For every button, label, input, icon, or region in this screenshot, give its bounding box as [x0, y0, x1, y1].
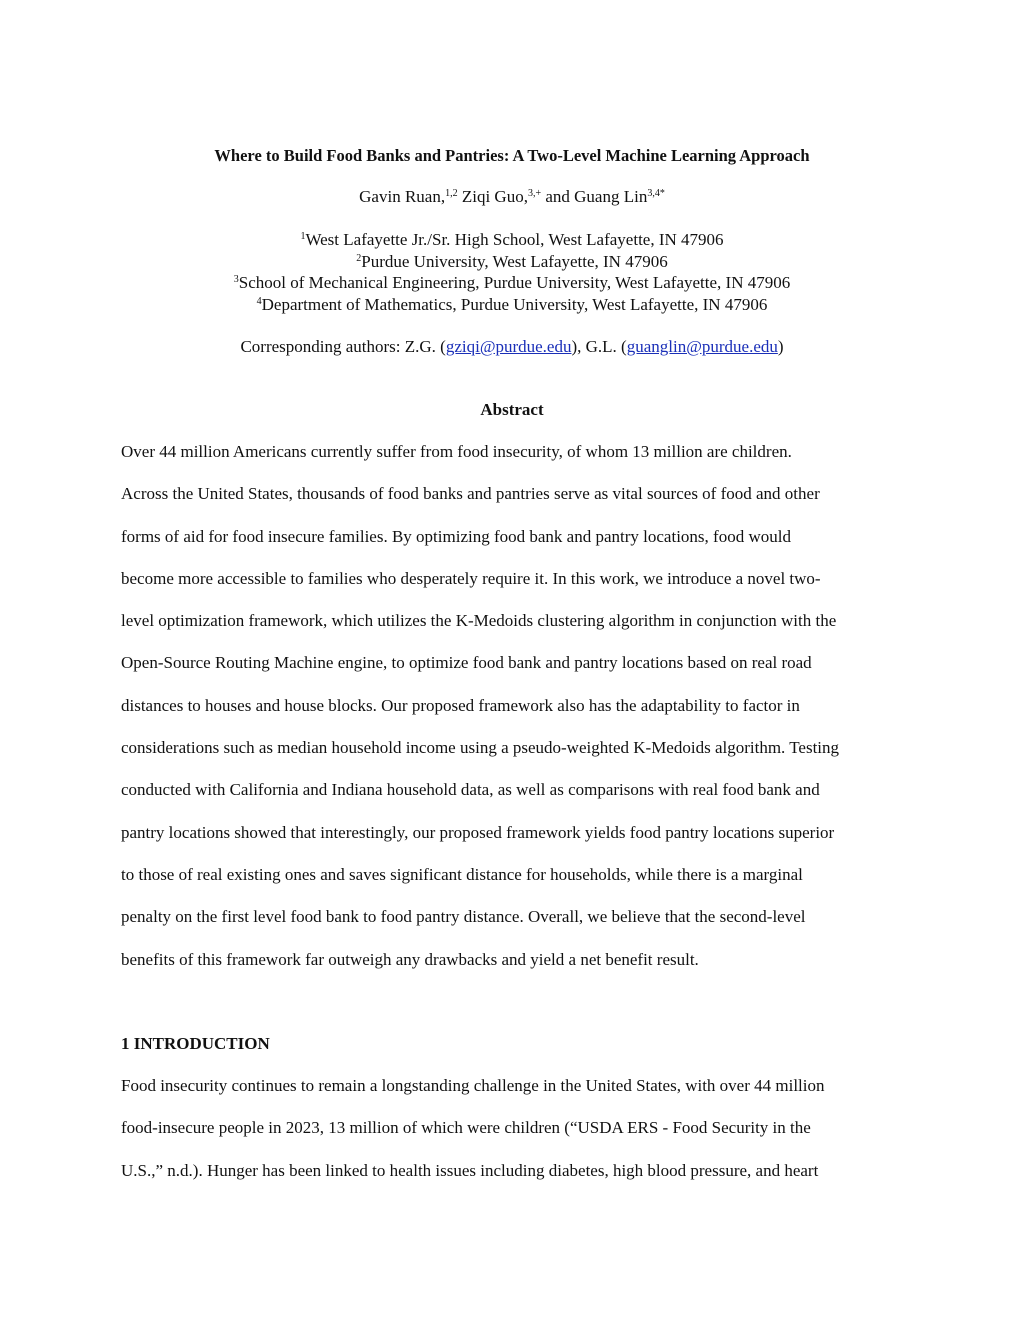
- abstract-line: conducted with California and Indiana household data, as well as comparisons with real food bank and: [121, 780, 820, 800]
- intro-line: U.S.,” n.d.). Hunger has been linked to health issues including diabetes, high blood pressure, and heart: [121, 1160, 819, 1180]
- abstract-line: forms of aid for food insecure families. By optimizing food bank and pantry locations, food would: [121, 526, 791, 546]
- author-name: and Guang Lin: [541, 187, 648, 206]
- abstract-body: [121, 441, 911, 991]
- affiliation-sup: 3: [233, 274, 239, 285]
- section-heading-introduction: 1 INTRODUCTION: [121, 1034, 270, 1053]
- email-link-zg[interactable]: gziqi@purdue.edu: [445, 337, 572, 356]
- abstract-line: distances to houses and house blocks. Our proposed framework also has the adaptability to factor in: [121, 695, 800, 715]
- affiliation-text: Department of Mathematics, Purdue University, West Lafayette, IN 47906: [261, 294, 768, 314]
- corresponding-prefix: Corresponding authors: Z.G. (: [240, 337, 446, 356]
- abstract-line: considerations such as median household income using a pseudo-weighted K-Medoids algorithm. Testing: [121, 738, 840, 758]
- author-affiliation-sup: 3,+: [527, 188, 542, 199]
- intro-line: Food insecurity continues to remain a longstanding challenge in the United States, with over 44 million: [121, 1076, 825, 1095]
- author-affiliation-sup: 1,2: [445, 188, 458, 199]
- affiliation-list: [0, 229, 1024, 315]
- abstract-line: Across the United States, thousands of food banks and pantries serve as vital sources of food and other: [121, 484, 820, 504]
- author-list: [0, 186, 1024, 208]
- email-link-gl[interactable]: guanglin@purdue.edu: [626, 337, 778, 356]
- introduction-body: [121, 1075, 911, 1202]
- affiliation-sup: 4: [256, 295, 262, 307]
- abstract-line: Open-Source Routing Machine engine, to optimize food bank and pantry locations based on real road: [121, 653, 812, 673]
- abstract-line: pantry locations showed that interestingly, our proposed framework yields food pantry locations superior: [121, 822, 835, 842]
- affiliation-text: West Lafayette Jr./Sr. High School, West Lafayette, IN 47906: [305, 230, 724, 249]
- abstract-line: penalty on the first level food bank to food pantry distance. Overall, we believe that the second-level: [121, 907, 806, 927]
- affiliation-text: Purdue University, West Lafayette, IN 47906: [361, 251, 668, 271]
- corresponding-authors: [0, 336, 1024, 358]
- affiliation-line: [0, 229, 1024, 251]
- affiliation-line: [0, 272, 1024, 294]
- affiliation-line: [0, 294, 1024, 316]
- affiliation-sup: 1: [300, 231, 306, 242]
- affiliation-text: School of Mechanical Engineering, Purdue University, West Lafayette, IN 47906: [238, 273, 791, 292]
- author-name: Ziqi Guo,: [457, 187, 528, 206]
- author-affiliation-sup: 3,4*: [647, 188, 665, 199]
- abstract-line: benefits of this framework far outweigh any drawbacks and yield a net benefit result.: [121, 949, 699, 969]
- author-name: Gavin Ruan,: [359, 187, 446, 206]
- abstract-line: become more accessible to families who desperately require it. In this work, we introduce a novel two-: [121, 568, 821, 588]
- corresponding-middle: ), G.L. (: [571, 337, 627, 356]
- abstract-heading: Abstract: [480, 400, 544, 419]
- paper-title: Where to Build Food Banks and Pantries: A Two-Level Machine Learning Approach: [214, 146, 810, 165]
- affiliation-line: [0, 251, 1024, 273]
- abstract-line: level optimization framework, which utilizes the K-Medoids clustering algorithm in conjunction with the: [121, 611, 837, 631]
- abstract-line: to those of real existing ones and saves significant distance for households, while there is a marginal: [121, 864, 803, 884]
- intro-line: food-insecure people in 2023, 13 million of which were children (“USDA ERS - Food Security in the: [121, 1118, 811, 1138]
- abstract-line: Over 44 million Americans currently suffer from food insecurity, of whom 13 million are children.: [121, 442, 792, 461]
- affiliation-sup: 2: [356, 252, 362, 264]
- corresponding-suffix: ): [777, 337, 784, 356]
